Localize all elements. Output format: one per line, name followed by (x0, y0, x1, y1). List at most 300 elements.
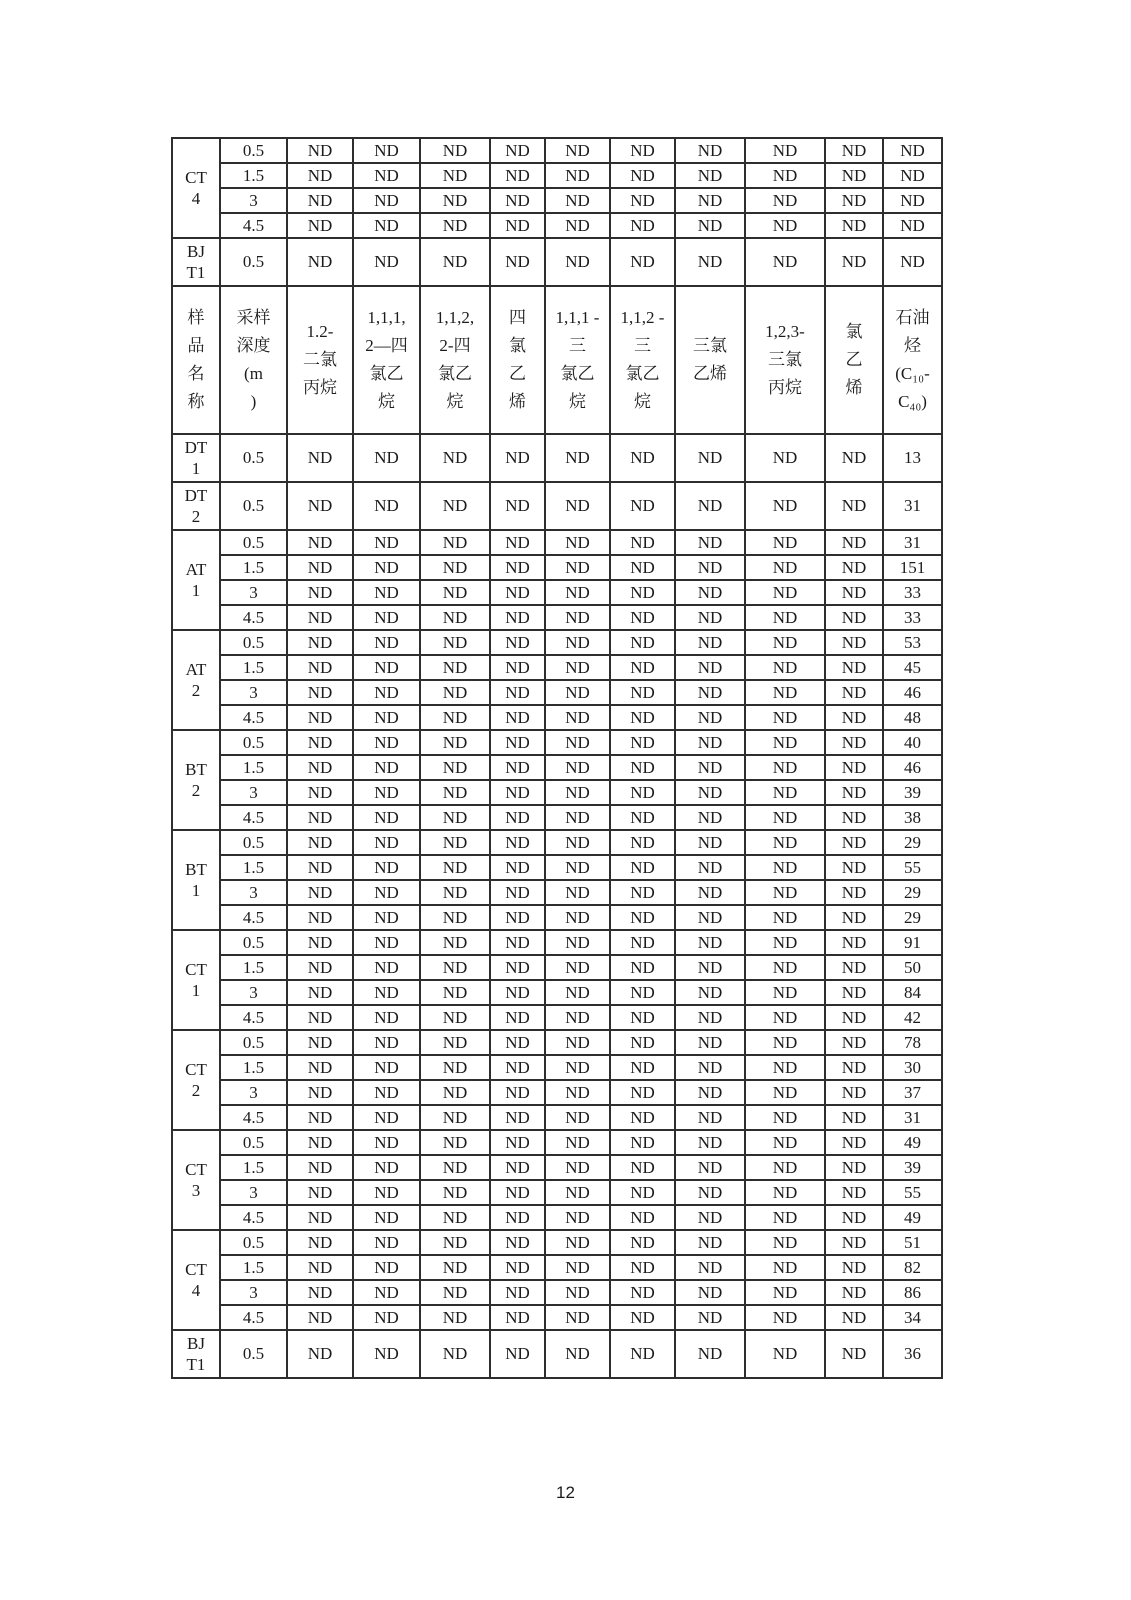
value-cell: ND (420, 530, 490, 555)
value-cell: ND (825, 680, 883, 705)
depth-cell: 4.5 (220, 705, 287, 730)
table-row (172, 188, 942, 213)
sample-name-cell (172, 630, 220, 730)
depth-cell: 1.5 (220, 855, 287, 880)
value-cell: ND (545, 1155, 610, 1180)
value-cell: ND (610, 680, 675, 705)
value-cell: ND (675, 434, 745, 482)
value-cell: ND (490, 188, 545, 213)
value-cell: ND (745, 1280, 825, 1305)
value-cell: ND (610, 138, 675, 163)
value-cell: 37 (883, 1080, 942, 1105)
value-cell: ND (545, 1055, 610, 1080)
value-cell: ND (825, 780, 883, 805)
column-header-vinyl-chloride-line: 乙 (845, 350, 863, 369)
value-cell: ND (675, 138, 745, 163)
value-cell: ND (610, 580, 675, 605)
column-header-1-1-2-2-tetrachloroethane-line: 2-四 (439, 336, 471, 355)
value-cell: ND (490, 434, 545, 482)
value-cell: 45 (883, 655, 942, 680)
table-row (172, 880, 942, 905)
value-cell: ND (545, 1280, 610, 1305)
value-cell: ND (675, 1005, 745, 1030)
column-header-1-2-dichloropropane (287, 286, 353, 434)
value-cell: ND (610, 1180, 675, 1205)
value-cell: ND (675, 705, 745, 730)
value-cell: ND (545, 955, 610, 980)
value-cell: ND (610, 434, 675, 482)
table-row (172, 805, 942, 830)
depth-cell: 0.5 (220, 138, 287, 163)
value-cell: ND (287, 905, 353, 930)
value-cell: ND (610, 1030, 675, 1055)
value-cell: ND (745, 555, 825, 580)
value-cell: ND (545, 905, 610, 930)
value-cell: ND (545, 680, 610, 705)
sample-name-cell-line: 2 (191, 507, 201, 526)
value-cell: ND (490, 1230, 545, 1255)
value-cell: ND (610, 238, 675, 286)
value-cell: ND (545, 780, 610, 805)
value-cell: ND (420, 1155, 490, 1180)
value-cell: ND (610, 1155, 675, 1180)
depth-cell: 0.5 (220, 530, 287, 555)
value-cell: 84 (883, 980, 942, 1005)
sample-name-cell-line: T1 (186, 1355, 206, 1374)
value-cell: ND (825, 830, 883, 855)
value-cell: ND (353, 1280, 420, 1305)
column-header-1-1-1-trichloroethane (545, 286, 610, 434)
sample-name-cell (172, 730, 220, 830)
value-cell: ND (287, 980, 353, 1005)
value-cell: ND (353, 980, 420, 1005)
value-cell: ND (675, 482, 745, 530)
value-cell: ND (287, 1180, 353, 1205)
value-cell: 78 (883, 1030, 942, 1055)
sample-name-cell-line: CT (185, 960, 207, 979)
value-cell: ND (287, 1255, 353, 1280)
value-cell: ND (675, 1205, 745, 1230)
value-cell: ND (610, 630, 675, 655)
value-cell: ND (825, 955, 883, 980)
value-cell: ND (825, 238, 883, 286)
value-cell: ND (883, 188, 942, 213)
value-cell: ND (610, 1330, 675, 1378)
column-header-trichloroethylene-line: 三氯 (693, 336, 727, 355)
value-cell: ND (420, 238, 490, 286)
value-cell: ND (745, 163, 825, 188)
value-cell: 29 (883, 905, 942, 930)
column-header-1-1-1-trichloroethane-line: 三 (569, 336, 586, 355)
column-header-tetrachloroethylene-line: 氯 (509, 336, 526, 355)
value-cell: ND (353, 580, 420, 605)
value-cell: ND (490, 805, 545, 830)
value-cell: ND (287, 1280, 353, 1305)
value-cell: ND (745, 755, 825, 780)
value-cell: 31 (883, 1105, 942, 1130)
value-cell: ND (287, 434, 353, 482)
sample-name-cell (172, 830, 220, 930)
table-row (172, 1055, 942, 1080)
value-cell: ND (883, 238, 942, 286)
value-cell: ND (675, 163, 745, 188)
value-cell: ND (745, 880, 825, 905)
depth-cell: 4.5 (220, 1105, 287, 1130)
value-cell: ND (675, 955, 745, 980)
value-cell: ND (825, 138, 883, 163)
value-cell: ND (420, 1330, 490, 1378)
value-cell: ND (825, 1155, 883, 1180)
value-cell: ND (287, 930, 353, 955)
value-cell: ND (353, 213, 420, 238)
value-cell: ND (610, 530, 675, 555)
table-row (172, 930, 942, 955)
value-cell: ND (745, 580, 825, 605)
value-cell: ND (745, 1305, 825, 1330)
depth-cell: 3 (220, 1080, 287, 1105)
column-header-1-1-2-trichloroethane-line: 三 (634, 336, 651, 355)
value-cell: ND (675, 213, 745, 238)
column-header-1-2-3-trichloropropane-line: 丙烷 (768, 378, 802, 397)
value-cell: ND (287, 482, 353, 530)
value-cell: ND (353, 655, 420, 680)
value-cell: ND (610, 980, 675, 1005)
value-cell: ND (610, 213, 675, 238)
value-cell: ND (825, 1230, 883, 1255)
value-cell: ND (287, 1205, 353, 1230)
value-cell: ND (490, 880, 545, 905)
value-cell: ND (610, 1130, 675, 1155)
value-cell: ND (287, 138, 353, 163)
value-cell: ND (825, 655, 883, 680)
value-cell: ND (353, 1005, 420, 1030)
value-cell: ND (353, 830, 420, 855)
depth-cell: 1.5 (220, 555, 287, 580)
depth-cell: 3 (220, 580, 287, 605)
value-cell: ND (353, 1255, 420, 1280)
table-row (172, 630, 942, 655)
depth-cell: 0.5 (220, 434, 287, 482)
value-cell: ND (675, 1180, 745, 1205)
table-row (172, 655, 942, 680)
value-cell: 82 (883, 1255, 942, 1280)
value-cell: ND (353, 680, 420, 705)
value-cell: ND (420, 805, 490, 830)
value-cell: ND (287, 163, 353, 188)
value-cell: ND (545, 980, 610, 1005)
sample-name-cell-line: 2 (191, 681, 201, 700)
value-cell: ND (545, 1130, 610, 1155)
table-row (172, 980, 942, 1005)
value-cell: ND (745, 434, 825, 482)
table-row (172, 1330, 942, 1378)
value-cell: ND (825, 163, 883, 188)
value-cell: ND (420, 605, 490, 630)
value-cell: ND (545, 755, 610, 780)
value-cell: ND (825, 1130, 883, 1155)
column-header-sample-name-line: 品 (187, 336, 205, 355)
column-header-1-1-1-2-tetrachloroethane-line: 1,1,1, (367, 308, 406, 327)
value-cell: ND (545, 830, 610, 855)
column-header-sampling-depth-m-line: (m (244, 364, 263, 383)
column-header-1-2-3-trichloropropane-line: 1,2,3- (765, 322, 805, 341)
value-cell: ND (287, 855, 353, 880)
value-cell: ND (287, 805, 353, 830)
value-cell: ND (610, 805, 675, 830)
value-cell: ND (287, 1305, 353, 1330)
value-cell: ND (610, 855, 675, 880)
table-row (172, 434, 942, 482)
sample-name-cell-line: 4 (191, 189, 201, 208)
column-header-1-1-2-2-tetrachloroethane-line: 1,1,2, (435, 308, 475, 327)
value-cell: ND (825, 880, 883, 905)
value-cell: ND (675, 855, 745, 880)
table-row (172, 1155, 942, 1180)
value-cell: ND (545, 1255, 610, 1280)
value-cell: 33 (883, 580, 942, 605)
depth-cell: 3 (220, 980, 287, 1005)
value-cell: ND (420, 482, 490, 530)
value-cell: ND (745, 655, 825, 680)
value-cell: ND (287, 830, 353, 855)
column-header-1-1-2-2-tetrachloroethane-line: 烷 (446, 392, 464, 411)
column-header-sample-name-line: 称 (187, 392, 205, 411)
value-cell: ND (353, 1330, 420, 1378)
value-cell: ND (490, 780, 545, 805)
value-cell: ND (675, 880, 745, 905)
value-cell: 31 (883, 482, 942, 530)
value-cell: ND (610, 555, 675, 580)
value-cell: 34 (883, 1305, 942, 1330)
value-cell: ND (287, 1005, 353, 1030)
value-cell: ND (420, 1130, 490, 1155)
value-cell: ND (825, 1005, 883, 1030)
value-cell: 49 (883, 1130, 942, 1155)
table-row (172, 238, 942, 286)
value-cell: ND (287, 1080, 353, 1105)
sample-name-cell-line: AT (185, 660, 207, 679)
depth-cell: 4.5 (220, 805, 287, 830)
value-cell: ND (545, 138, 610, 163)
value-cell: ND (825, 1330, 883, 1378)
value-cell: ND (420, 680, 490, 705)
value-cell: ND (745, 855, 825, 880)
value-cell: ND (675, 1080, 745, 1105)
value-cell: ND (745, 1130, 825, 1155)
value-cell: ND (353, 630, 420, 655)
sample-name-cell-line: DT (184, 438, 208, 457)
value-cell: ND (287, 605, 353, 630)
table-header-row (172, 286, 942, 434)
value-cell: ND (353, 905, 420, 930)
value-cell: ND (610, 1305, 675, 1330)
value-cell: ND (545, 482, 610, 530)
value-cell: ND (287, 1230, 353, 1255)
depth-cell: 4.5 (220, 1005, 287, 1030)
value-cell: ND (287, 1155, 353, 1180)
value-cell: 36 (883, 1330, 942, 1378)
column-header-tetrachloroethylene-line: 乙 (509, 364, 526, 383)
value-cell: ND (490, 1280, 545, 1305)
value-cell: 30 (883, 1055, 942, 1080)
value-cell: ND (287, 730, 353, 755)
value-cell: ND (490, 482, 545, 530)
value-cell: ND (420, 705, 490, 730)
value-cell: ND (420, 855, 490, 880)
value-cell: ND (353, 780, 420, 805)
value-cell: 42 (883, 1005, 942, 1030)
sample-name-cell-line: CT (185, 1060, 207, 1079)
value-cell: ND (745, 830, 825, 855)
column-header-1-2-3-trichloropropane (745, 286, 825, 434)
value-cell: ND (287, 705, 353, 730)
value-cell: ND (287, 530, 353, 555)
value-cell: ND (420, 1230, 490, 1255)
value-cell: ND (420, 755, 490, 780)
table-row (172, 855, 942, 880)
value-cell: ND (353, 755, 420, 780)
sample-name-cell-line: 1 (191, 881, 201, 900)
depth-cell: 1.5 (220, 163, 287, 188)
value-cell: ND (610, 1280, 675, 1305)
column-header-trichloroethylene-line: 乙烯 (693, 364, 727, 383)
value-cell: ND (610, 705, 675, 730)
sample-name-cell-line: DT (184, 486, 208, 505)
value-cell: ND (490, 1205, 545, 1230)
depth-cell: 4.5 (220, 605, 287, 630)
value-cell: ND (825, 555, 883, 580)
value-cell: ND (745, 1330, 825, 1378)
value-cell: ND (825, 1055, 883, 1080)
table-row (172, 830, 942, 855)
value-cell: ND (287, 213, 353, 238)
value-cell: ND (745, 630, 825, 655)
column-header-sample-name-line: 样 (187, 308, 205, 327)
value-cell: ND (353, 163, 420, 188)
value-cell: ND (490, 163, 545, 188)
depth-cell: 1.5 (220, 755, 287, 780)
value-cell: ND (420, 1030, 490, 1055)
value-cell: ND (490, 530, 545, 555)
value-cell: ND (545, 555, 610, 580)
value-cell: ND (490, 1005, 545, 1030)
sample-name-cell (172, 1230, 220, 1330)
value-cell: ND (675, 730, 745, 755)
value-cell: ND (420, 1305, 490, 1330)
value-cell: ND (353, 730, 420, 755)
depth-cell: 4.5 (220, 1305, 287, 1330)
value-cell: ND (825, 1305, 883, 1330)
value-cell: ND (745, 238, 825, 286)
value-cell: ND (545, 1005, 610, 1030)
value-cell: ND (490, 980, 545, 1005)
value-cell: ND (745, 1005, 825, 1030)
column-header-sampling-depth-m (220, 286, 287, 434)
value-cell: ND (420, 655, 490, 680)
value-cell: ND (610, 482, 675, 530)
results-table (171, 137, 943, 1379)
value-cell: ND (545, 730, 610, 755)
table-row (172, 955, 942, 980)
table-row (172, 580, 942, 605)
column-header-petroleum-hydrocarbons-c10-c40-line: (C₁₀- (895, 364, 930, 383)
value-cell: ND (675, 1130, 745, 1155)
value-cell: ND (490, 830, 545, 855)
table-row (172, 1180, 942, 1205)
table-row (172, 680, 942, 705)
value-cell: ND (420, 1055, 490, 1080)
depth-cell: 1.5 (220, 1055, 287, 1080)
value-cell: 39 (883, 780, 942, 805)
value-cell: ND (353, 1055, 420, 1080)
value-cell: ND (675, 605, 745, 630)
value-cell: ND (287, 955, 353, 980)
value-cell: ND (745, 805, 825, 830)
value-cell: ND (353, 930, 420, 955)
value-cell: ND (420, 955, 490, 980)
value-cell: ND (745, 930, 825, 955)
value-cell: ND (490, 755, 545, 780)
value-cell: ND (745, 482, 825, 530)
value-cell: ND (545, 855, 610, 880)
depth-cell: 3 (220, 1280, 287, 1305)
value-cell: ND (675, 1105, 745, 1130)
column-header-1-1-1-2-tetrachloroethane-line: 氯乙 (369, 364, 404, 383)
value-cell: ND (825, 1280, 883, 1305)
value-cell: ND (287, 1055, 353, 1080)
column-header-1-1-2-trichloroethane-line: 烷 (634, 392, 651, 411)
value-cell: ND (490, 1080, 545, 1105)
depth-cell: 1.5 (220, 1255, 287, 1280)
value-cell: ND (675, 1280, 745, 1305)
value-cell: ND (825, 755, 883, 780)
value-cell: ND (825, 805, 883, 830)
sample-name-cell (172, 138, 220, 238)
value-cell: 46 (883, 680, 942, 705)
value-cell: ND (353, 1030, 420, 1055)
value-cell: ND (490, 930, 545, 955)
depth-cell: 1.5 (220, 1155, 287, 1180)
value-cell: ND (353, 1180, 420, 1205)
value-cell: ND (490, 1055, 545, 1080)
column-header-1-1-2-trichloroethane-line: 氯乙 (625, 364, 660, 383)
value-cell: ND (490, 1130, 545, 1155)
sample-name-cell-line: BJ (187, 242, 205, 261)
value-cell: ND (675, 580, 745, 605)
sample-name-cell (172, 482, 220, 530)
value-cell: ND (353, 1080, 420, 1105)
table-row (172, 1005, 942, 1030)
value-cell: ND (353, 555, 420, 580)
value-cell: ND (545, 238, 610, 286)
column-header-1-1-1-trichloroethane-line: 1,1,1 - (555, 308, 600, 327)
value-cell: ND (675, 1330, 745, 1378)
value-cell: ND (610, 1055, 675, 1080)
value-cell: ND (420, 1280, 490, 1305)
column-header-1-1-1-2-tetrachloroethane (353, 286, 420, 434)
sample-name-cell-line: AT (185, 560, 207, 579)
table-row (172, 530, 942, 555)
value-cell: ND (825, 705, 883, 730)
value-cell: ND (745, 705, 825, 730)
value-cell: 46 (883, 755, 942, 780)
sample-name-cell (172, 930, 220, 1030)
depth-cell: 0.5 (220, 930, 287, 955)
table-row (172, 1230, 942, 1255)
value-cell: ND (490, 855, 545, 880)
depth-cell: 0.5 (220, 238, 287, 286)
value-cell: ND (610, 780, 675, 805)
